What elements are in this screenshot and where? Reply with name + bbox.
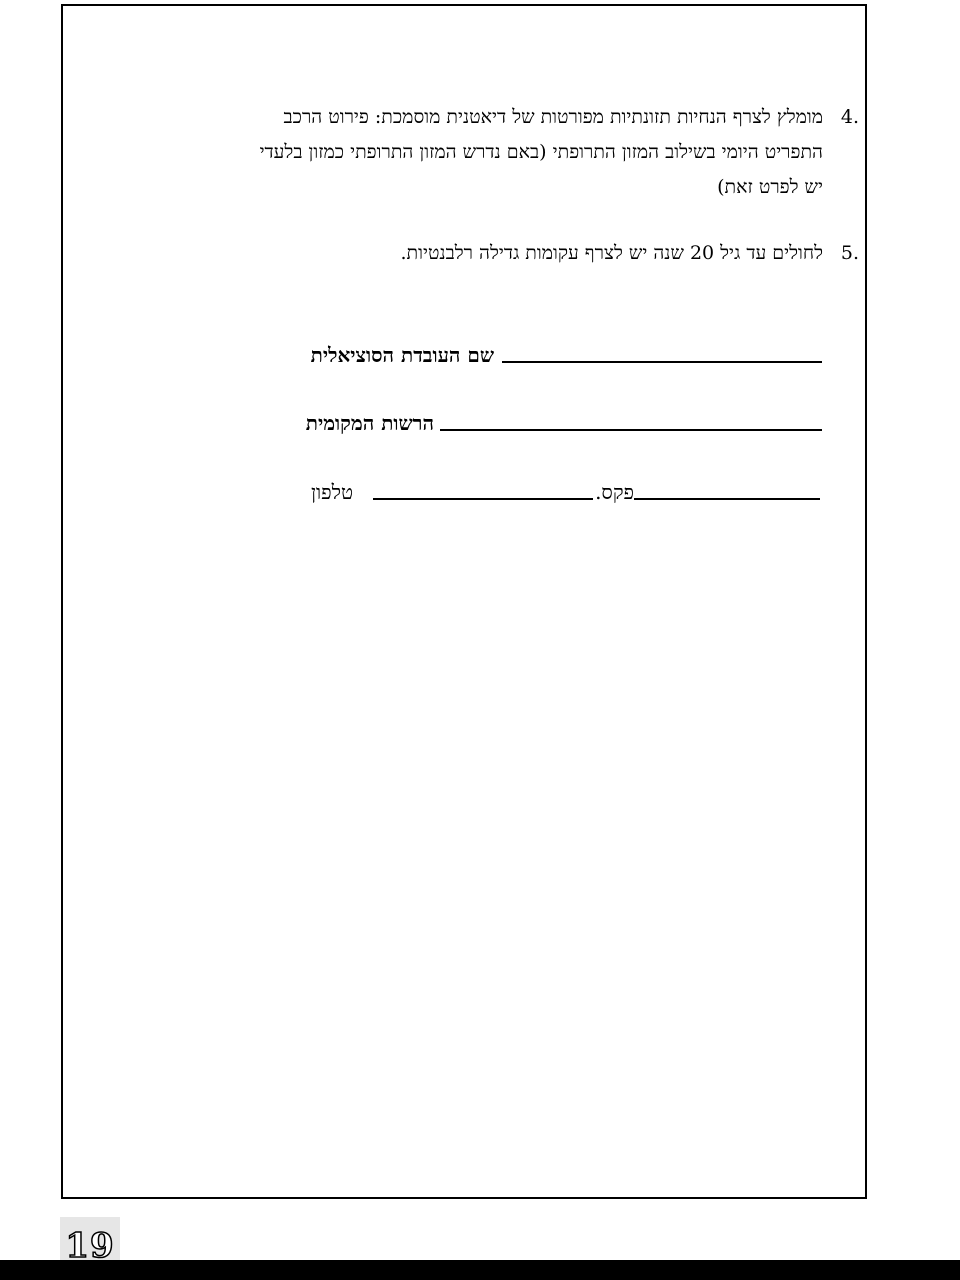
list-item-5 [123,236,859,271]
list-item-4 [123,100,859,205]
local-authority-label: הרשות המקומית [305,411,434,435]
local-authority-input-line[interactable] [440,429,822,431]
item-text-line: מומלץ לצרף הנחיות תזונתיות מפורטות של דיאטנית מוסמכת: פירוט הרכב [283,106,823,128]
fax-label: פקס. [595,480,634,504]
social-worker-input-line[interactable] [502,361,822,363]
fax-input-line[interactable] [634,498,820,500]
item-text-line: התפריט היומי בשילוב המזון התרופתי (באם נדרש המזון התרופתי כמזון בלעדי [259,141,823,163]
footer-bar [0,1260,960,1280]
contact-fields [311,474,822,504]
phone-label: טלפון [310,480,354,504]
item-text-line: לחולים עד גיל 20 שנה יש לצרף עקומות גדילה רלבנטיות. [400,242,823,264]
phone-input-line[interactable] [373,498,593,500]
page-number: 19 [65,1226,115,1266]
social-worker-label: שם העובדת הסוציאלית [310,343,494,367]
list-number: 4. [840,106,859,128]
list-number: 5. [840,242,859,264]
local-authority-field [306,405,822,435]
social-worker-field [311,337,822,367]
item-text-line: יש לפרט זאת) [717,176,823,198]
